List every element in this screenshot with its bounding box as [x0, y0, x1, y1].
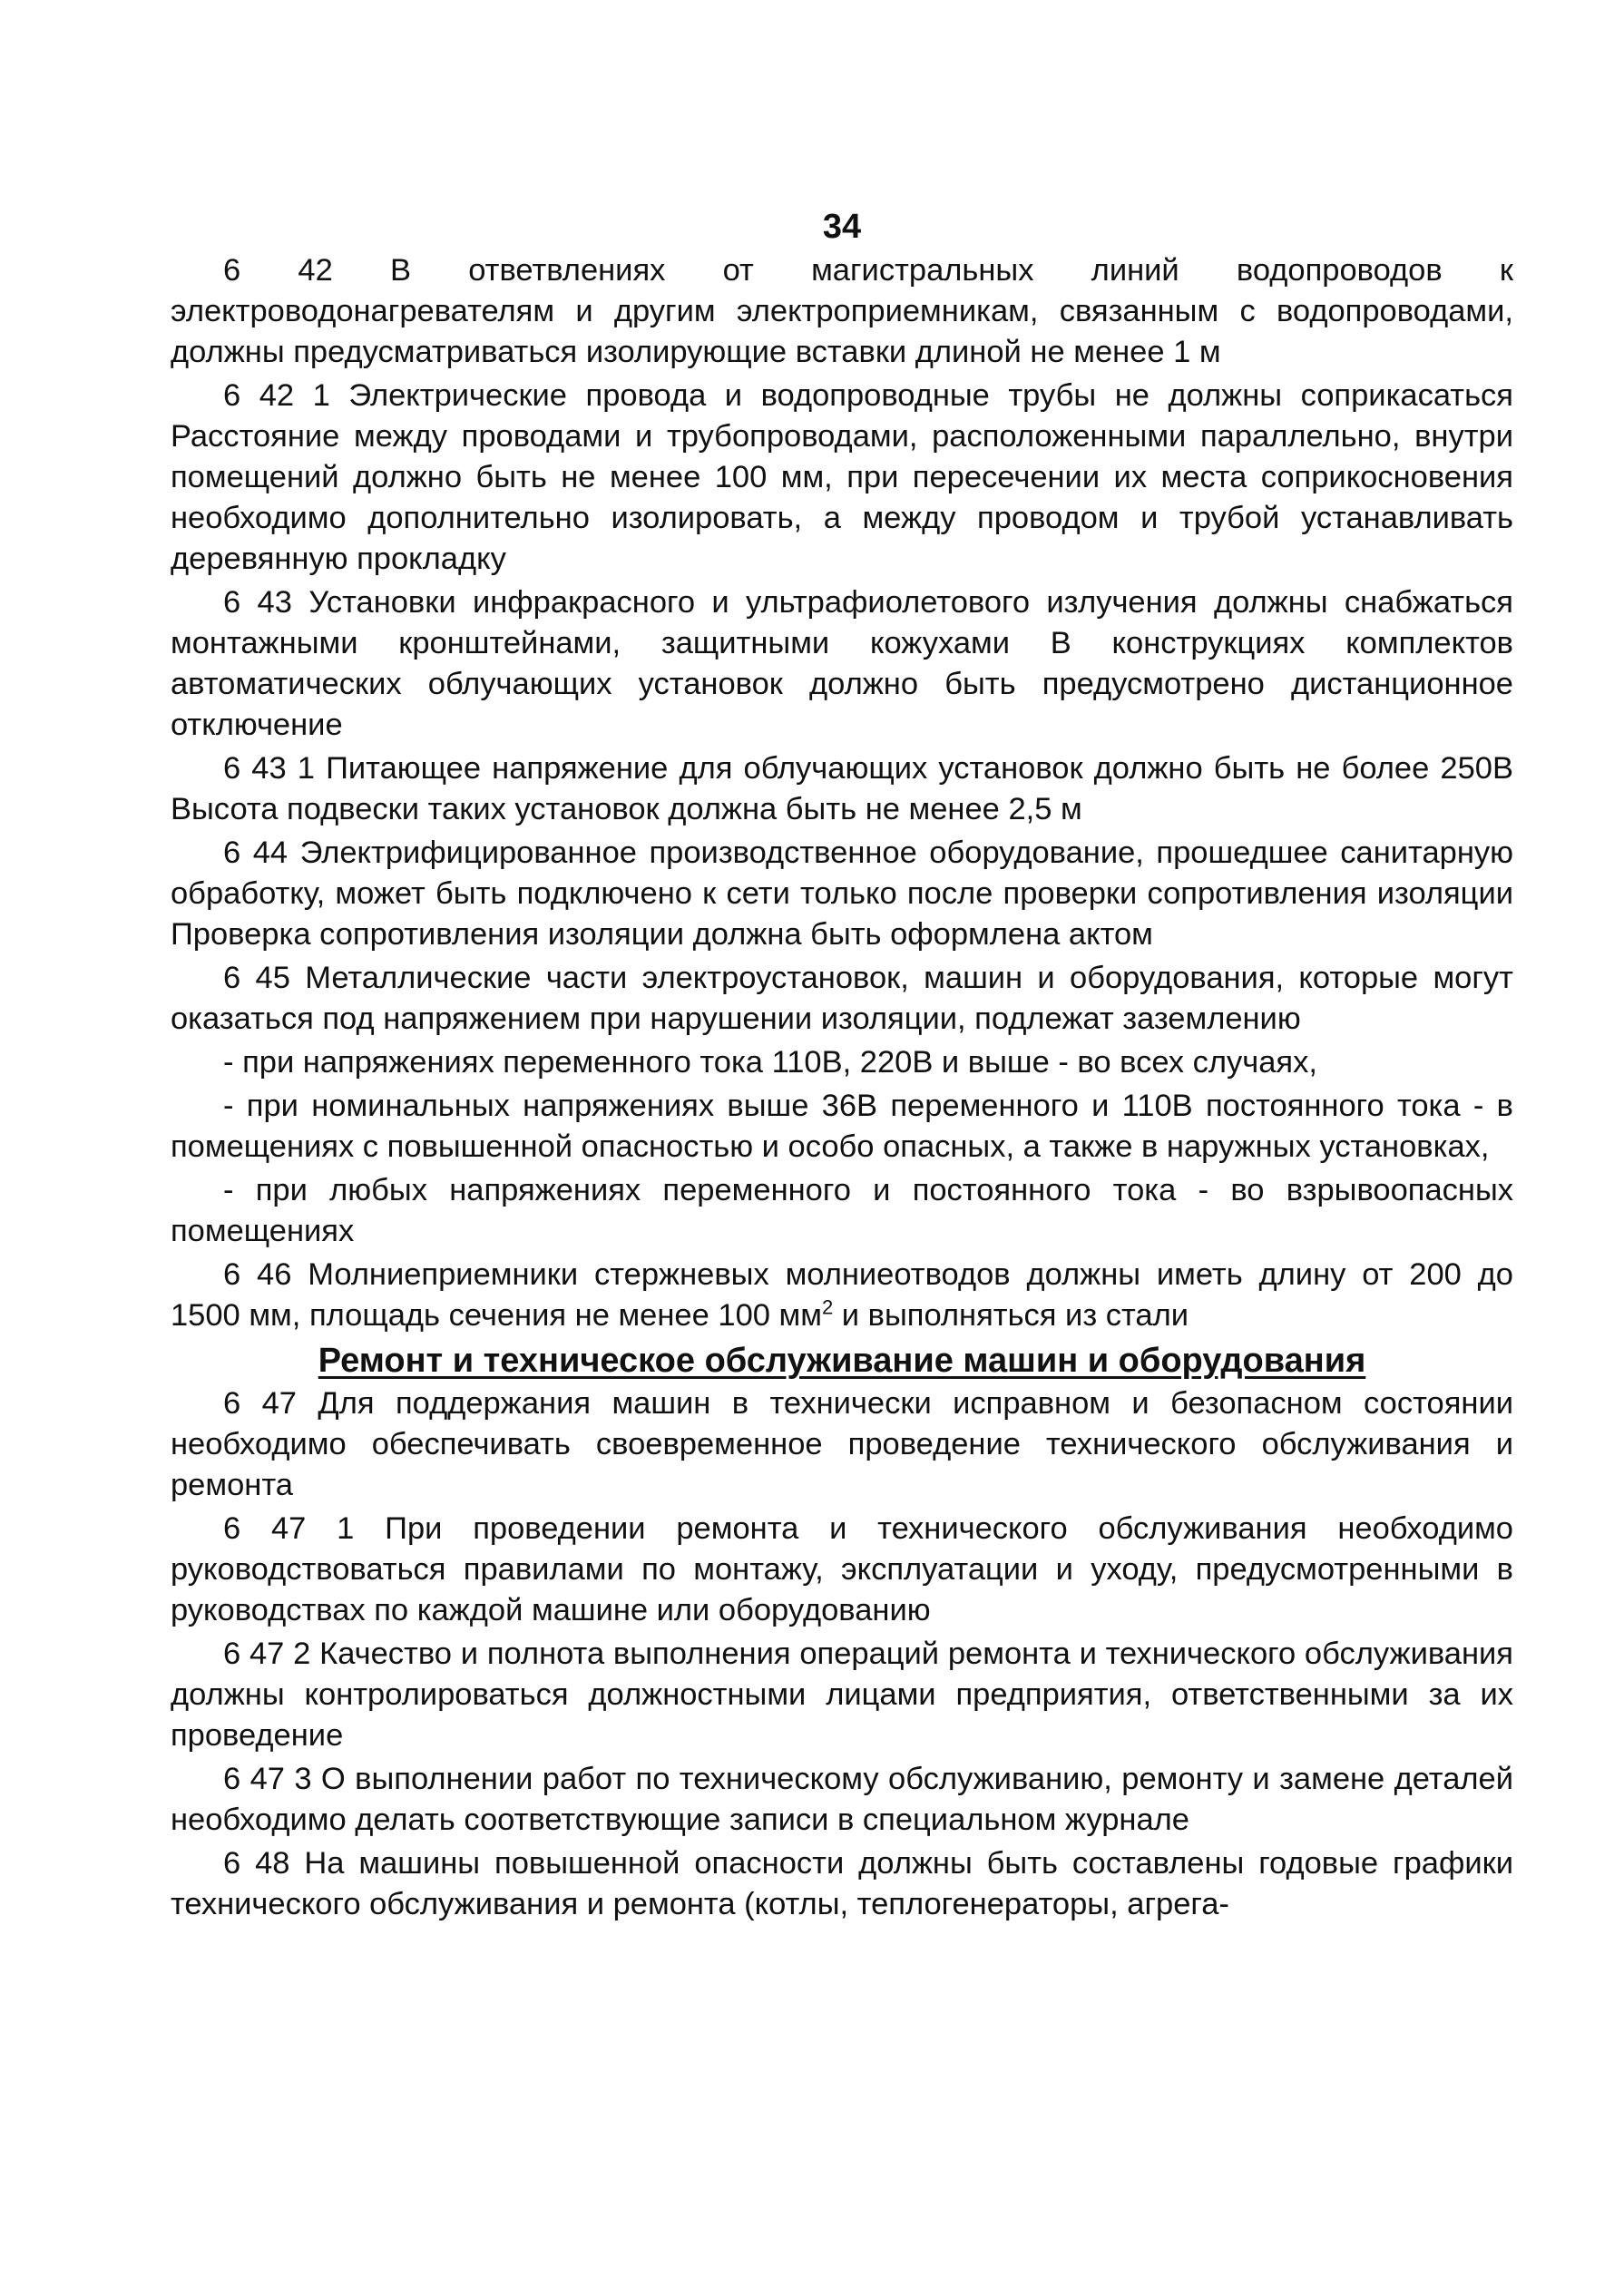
paragraph-6-45: 6 45 Металлические части электроустановок, машин и оборудования, которые могут оказаться под напряжением при нарушении изоляции, подлежат заземлению [171, 961, 1513, 1036]
superscript-2: 2 [821, 1295, 834, 1319]
paragraph-6-46-tail: и выполняться из стали [833, 1298, 1189, 1333]
paragraph-6-47-2: 6 47 2 Качество и полнота выполнения операций ремонта и технического обслуживания должны контролироваться должностными лицами предприятия, ответственными за их проведение [171, 1637, 1513, 1753]
paragraph-6-42: 6 42 В ответвлениях от магистральных линий водопроводов к электроводонагревателям и другим электроприемникам, связанным с водопроводами, должны предусматриваться изолирующие вставки длиной не менее 1 м [171, 253, 1513, 369]
document-page [171, 204, 1513, 1928]
paragraph-6-44: 6 44 Электрифицированное производственное оборудование, прошедшее санитарную обработку, может быть подключено к сети только после проверки сопротивления изоляции Проверка сопротивления изоляции должна быть оформлена актом [171, 836, 1513, 952]
paragraph-6-46-text: 6 46 Молниеприемники стержневых молниеотводов должны иметь длину от 200 до 1500 мм, площадь сечения не менее 100 мм [171, 1257, 1513, 1333]
section-heading: Ремонт и техническое обслуживание машин и оборудования [318, 1342, 1366, 1380]
paragraph-6-47-1: 6 47 1 При проведении ремонта и технического обслуживания необходимо руководствоваться правилами по монтажу, эксплуатации и уходу, предусмотренными в руководствах по каждой машине или оборудованию [171, 1511, 1513, 1627]
paragraph-6-42-1: 6 42 1 Электрические провода и водопроводные трубы не должны соприкасаться Расстояние между проводами и трубопроводами, расположенными параллельно, внутри помещений должно быть не менее 100 мм, при пересечении их места соприкосновения необходимо дополнительно изолировать, а между проводом и трубой устанавливать деревянную прокладку [171, 378, 1513, 576]
list-item-any-voltage: - при любых напряжениях переменного и постоянного тока - во взрывоопасных помещениях [171, 1173, 1513, 1248]
paragraph-6-47: 6 47 Для поддержания машин в технически исправном и безопасном состоянии необходимо обеспечивать своевременное проведение технического обслуживания и ремонта [171, 1386, 1513, 1502]
paragraph-6-43: 6 43 Установки инфракрасного и ультрафиолетового излучения должны снабжаться монтажными кронштейнами, защитными кожухами В конструкциях комплектов автоматических облучающих установок должно быть предусмотрено дистанционное отключение [171, 585, 1513, 742]
list-item-nominal-voltage: - при номинальных напряжениях выше 36В переменного и 110В постоянного тока - в помещениях с повышенной опасностью и особо опасных, а также в наружных установках, [171, 1089, 1513, 1164]
paragraph-6-43-1: 6 43 1 Питающее напряжение для облучающих установок должно быть не более 250В Высота подвески таких установок должна быть не менее 2,5 м [171, 751, 1513, 826]
list-item-ac-voltage: - при напряжениях переменного тока 110В, 220В и выше - во всех случаях, [223, 1045, 1317, 1080]
paragraph-6-46 [171, 1255, 1513, 1336]
paragraph-6-47-3: 6 47 3 О выполнении работ по техническому обслуживанию, ремонту и замене деталей необходимо делать соответствующие записи в специальном журнале [171, 1762, 1513, 1837]
page-number: 34 [822, 208, 862, 246]
paragraph-6-48: 6 48 На машины повышенной опасности должны быть составлены годовые графики технического обслуживания и ремонта (котлы, теплогенераторы, агрега- [171, 1846, 1513, 1921]
